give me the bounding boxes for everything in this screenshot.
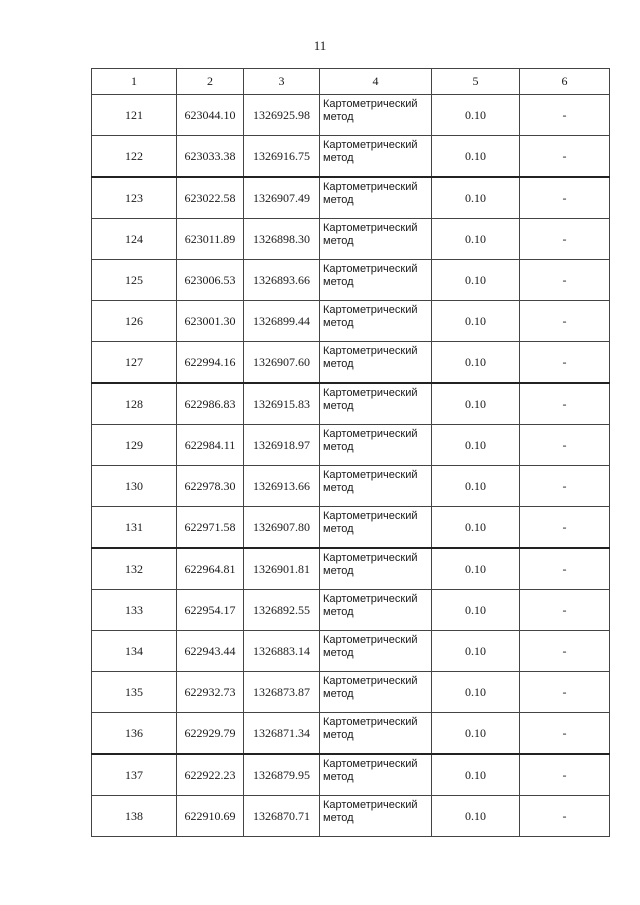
method-cell xyxy=(320,260,432,301)
x-coordinate-cell: 622994.16 xyxy=(177,342,244,384)
x-coordinate-cell: 623001.30 xyxy=(177,301,244,342)
method-cell xyxy=(320,631,432,672)
table-body xyxy=(92,95,610,837)
y-coordinate-cell: 1326925.98 xyxy=(244,95,320,136)
method-text: Картометрический метод xyxy=(323,387,418,412)
accuracy-cell: 0.10 xyxy=(432,177,520,219)
accuracy-cell: 0.10 xyxy=(432,796,520,837)
header-col-1: 1 xyxy=(92,69,177,95)
method-text: Картометрический метод xyxy=(323,716,418,741)
accuracy-cell: 0.10 xyxy=(432,301,520,342)
note-cell: - xyxy=(520,590,610,631)
method-cell xyxy=(320,342,432,384)
point-number-cell: 129 xyxy=(92,425,177,466)
method-text: Картометрический метод xyxy=(323,510,418,535)
method-text: Картометрический метод xyxy=(323,552,418,577)
note-cell: - xyxy=(520,672,610,713)
method-cell xyxy=(320,177,432,219)
method-text: Картометрический метод xyxy=(323,263,418,288)
table-row xyxy=(92,507,610,549)
method-text: Картометрический метод xyxy=(323,181,418,206)
table-row xyxy=(92,631,610,672)
point-number-cell: 127 xyxy=(92,342,177,384)
point-number-cell: 125 xyxy=(92,260,177,301)
accuracy-cell: 0.10 xyxy=(432,713,520,755)
y-coordinate-cell: 1326870.71 xyxy=(244,796,320,837)
method-cell xyxy=(320,136,432,178)
header-col-2: 2 xyxy=(177,69,244,95)
point-number-cell: 121 xyxy=(92,95,177,136)
y-coordinate-cell: 1326892.55 xyxy=(244,590,320,631)
accuracy-cell: 0.10 xyxy=(432,466,520,507)
table-row xyxy=(92,713,610,755)
method-cell xyxy=(320,590,432,631)
point-number-cell: 131 xyxy=(92,507,177,549)
x-coordinate-cell: 622943.44 xyxy=(177,631,244,672)
note-cell: - xyxy=(520,301,610,342)
method-cell xyxy=(320,425,432,466)
method-text: Картометрический метод xyxy=(323,799,418,824)
table-row xyxy=(92,136,610,178)
x-coordinate-cell: 623033.38 xyxy=(177,136,244,178)
table-row xyxy=(92,95,610,136)
accuracy-cell: 0.10 xyxy=(432,631,520,672)
accuracy-cell: 0.10 xyxy=(432,754,520,796)
table-row xyxy=(92,672,610,713)
note-cell: - xyxy=(520,425,610,466)
y-coordinate-cell: 1326898.30 xyxy=(244,219,320,260)
x-coordinate-cell: 622929.79 xyxy=(177,713,244,755)
header-col-5: 5 xyxy=(432,69,520,95)
point-number-cell: 133 xyxy=(92,590,177,631)
x-coordinate-cell: 622964.81 xyxy=(177,548,244,590)
accuracy-cell: 0.10 xyxy=(432,342,520,384)
method-cell xyxy=(320,219,432,260)
x-coordinate-cell: 623011.89 xyxy=(177,219,244,260)
method-text: Картометрический метод xyxy=(323,304,418,329)
y-coordinate-cell: 1326901.81 xyxy=(244,548,320,590)
point-number-cell: 128 xyxy=(92,383,177,425)
header-col-6: 6 xyxy=(520,69,610,95)
method-cell xyxy=(320,95,432,136)
note-cell: - xyxy=(520,713,610,755)
note-cell: - xyxy=(520,754,610,796)
method-cell xyxy=(320,383,432,425)
page-number: 11 xyxy=(313,38,327,53)
table-row xyxy=(92,260,610,301)
note-cell: - xyxy=(520,631,610,672)
point-number-cell: 137 xyxy=(92,754,177,796)
note-cell: - xyxy=(520,796,610,837)
method-cell xyxy=(320,548,432,590)
note-cell: - xyxy=(520,136,610,178)
accuracy-cell: 0.10 xyxy=(432,136,520,178)
coordinates-table xyxy=(91,68,610,837)
note-cell: - xyxy=(520,466,610,507)
method-text: Картометрический метод xyxy=(323,758,418,783)
table-row xyxy=(92,301,610,342)
y-coordinate-cell: 1326916.75 xyxy=(244,136,320,178)
accuracy-cell: 0.10 xyxy=(432,672,520,713)
note-cell: - xyxy=(520,177,610,219)
point-number-cell: 123 xyxy=(92,177,177,219)
accuracy-cell: 0.10 xyxy=(432,507,520,549)
x-coordinate-cell: 622910.69 xyxy=(177,796,244,837)
accuracy-cell: 0.10 xyxy=(432,260,520,301)
y-coordinate-cell: 1326871.34 xyxy=(244,713,320,755)
x-coordinate-cell: 622986.83 xyxy=(177,383,244,425)
table-row xyxy=(92,590,610,631)
method-text: Картометрический метод xyxy=(323,469,418,494)
y-coordinate-cell: 1326907.80 xyxy=(244,507,320,549)
point-number-cell: 126 xyxy=(92,301,177,342)
point-number-cell: 130 xyxy=(92,466,177,507)
note-cell: - xyxy=(520,383,610,425)
x-coordinate-cell: 622971.58 xyxy=(177,507,244,549)
x-coordinate-cell: 622932.73 xyxy=(177,672,244,713)
accuracy-cell: 0.10 xyxy=(432,383,520,425)
method-text: Картометрический метод xyxy=(323,345,418,370)
point-number-cell: 135 xyxy=(92,672,177,713)
y-coordinate-cell: 1326907.49 xyxy=(244,177,320,219)
y-coordinate-cell: 1326907.60 xyxy=(244,342,320,384)
y-coordinate-cell: 1326915.83 xyxy=(244,383,320,425)
x-coordinate-cell: 622954.17 xyxy=(177,590,244,631)
y-coordinate-cell: 1326893.66 xyxy=(244,260,320,301)
x-coordinate-cell: 623044.10 xyxy=(177,95,244,136)
method-text: Картометрический метод xyxy=(323,98,418,123)
method-cell xyxy=(320,796,432,837)
method-text: Картометрический метод xyxy=(323,593,418,618)
method-cell xyxy=(320,713,432,755)
table-row xyxy=(92,796,610,837)
table-header-row xyxy=(92,69,610,95)
x-coordinate-cell: 623022.58 xyxy=(177,177,244,219)
x-coordinate-cell: 622978.30 xyxy=(177,466,244,507)
method-cell xyxy=(320,507,432,549)
header-col-3: 3 xyxy=(244,69,320,95)
point-number-cell: 136 xyxy=(92,713,177,755)
x-coordinate-cell: 622984.11 xyxy=(177,425,244,466)
method-text: Картометрический метод xyxy=(323,675,418,700)
y-coordinate-cell: 1326913.66 xyxy=(244,466,320,507)
point-number-cell: 122 xyxy=(92,136,177,178)
header-col-4: 4 xyxy=(320,69,432,95)
y-coordinate-cell: 1326873.87 xyxy=(244,672,320,713)
note-cell: - xyxy=(520,548,610,590)
table-row xyxy=(92,177,610,219)
x-coordinate-cell: 623006.53 xyxy=(177,260,244,301)
table-row xyxy=(92,466,610,507)
table-row xyxy=(92,383,610,425)
y-coordinate-cell: 1326883.14 xyxy=(244,631,320,672)
x-coordinate-cell: 622922.23 xyxy=(177,754,244,796)
note-cell: - xyxy=(520,95,610,136)
accuracy-cell: 0.10 xyxy=(432,95,520,136)
method-text: Картометрический метод xyxy=(323,222,418,247)
point-number-cell: 138 xyxy=(92,796,177,837)
point-number-cell: 134 xyxy=(92,631,177,672)
point-number-cell: 124 xyxy=(92,219,177,260)
note-cell: - xyxy=(520,507,610,549)
y-coordinate-cell: 1326899.44 xyxy=(244,301,320,342)
accuracy-cell: 0.10 xyxy=(432,425,520,466)
table-row xyxy=(92,754,610,796)
point-number-cell: 132 xyxy=(92,548,177,590)
note-cell: - xyxy=(520,342,610,384)
method-cell xyxy=(320,754,432,796)
accuracy-cell: 0.10 xyxy=(432,219,520,260)
note-cell: - xyxy=(520,260,610,301)
method-cell xyxy=(320,301,432,342)
accuracy-cell: 0.10 xyxy=(432,590,520,631)
table-row xyxy=(92,548,610,590)
method-cell xyxy=(320,466,432,507)
note-cell: - xyxy=(520,219,610,260)
y-coordinate-cell: 1326918.97 xyxy=(244,425,320,466)
table-row xyxy=(92,219,610,260)
y-coordinate-cell: 1326879.95 xyxy=(244,754,320,796)
method-text: Картометрический метод xyxy=(323,428,418,453)
method-text: Картометрический метод xyxy=(323,139,418,164)
table-row xyxy=(92,342,610,384)
table-row xyxy=(92,425,610,466)
method-text: Картометрический метод xyxy=(323,634,418,659)
accuracy-cell: 0.10 xyxy=(432,548,520,590)
method-cell xyxy=(320,672,432,713)
